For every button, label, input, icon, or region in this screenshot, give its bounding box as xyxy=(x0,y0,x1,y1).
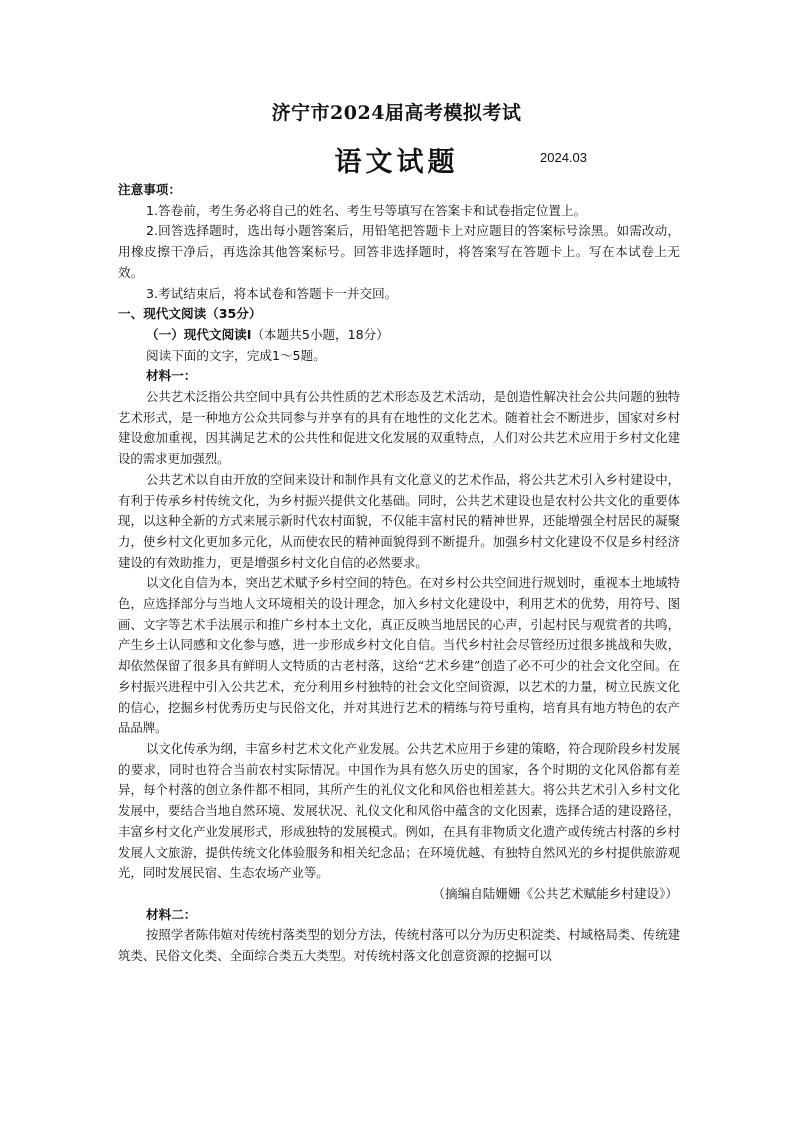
sub-section-title: （一）现代文阅读Ⅰ xyxy=(146,326,252,342)
material-1-paragraph: 公共艺术泛指公共空间中具有公共性质的艺术形态及艺术活动，是创造性解决社会公共问题的独特艺术形式，是一种地方公众共同参与并享有的具有在地性的文化艺术。随着社会不断进步，国家对乡村建设愈加重视，因其满足艺术的公共性和促进文化发展的双重特点，人们对公共艺术应用于乡村文化建设的需求更加强烈。 xyxy=(118,389,680,467)
exam-title: 济宁市2024届高考模拟考试 xyxy=(271,102,522,124)
notice-item-2: 2.回答选择题时，选出每小题答案后，用铅笔把答题卡上对应题目的答案标号涂黑。如需改动，用橡皮擦干净后，再选涂其他答案标号。回答非选择题时，将答案写在答题卡上。写在本试卷上无效。 xyxy=(118,223,680,280)
notice-heading: 注意事项： xyxy=(118,182,181,197)
material-2-paragraph: 按照学者陈伟媗对传统村落类型的划分方法，传统村落可以分为历史积淀类、村域格局类、传统建筑类、民俗文化类、全面综合类五大类型。对传统村落文化创意资源的挖掘可以 xyxy=(118,927,680,964)
subject-title: 语文试题 xyxy=(334,147,459,178)
exam-date: 2024.03 xyxy=(540,150,587,165)
material-1-source: （摘编自陆姗姗《公共艺术赋能乡村建设》） xyxy=(432,885,678,901)
sub-section-heading xyxy=(118,325,680,346)
material-2-heading: 材料二： xyxy=(146,906,197,922)
material-1-paragraph: 公共艺术以自由开放的空间来设计和制作具有文化意义的艺术作品，将公共艺术引入乡村建设中，有利于传承乡村传统文化，为乡村振兴提供文化基础。同时，公共艺术建设也是农村公共文化的重要体现，以这种全新的方式来展示新时代农村面貌，不仅能丰富村民的精神世界，还能增强全村居民的凝聚力，使乡村文化更加多元化，从而使农民的精神面貌得到不断提升。加强乡村文化建设不仅是乡村经济建设的有效助推力，更是增强乡村文化自信的必然要求。 xyxy=(118,471,680,570)
notice-item-3: 3.考试结束后，将本试卷和答题卡一并交回。 xyxy=(146,285,398,301)
section-heading: 一、现代文阅读（35分） xyxy=(118,306,262,322)
reading-instruction: 阅读下面的文字，完成1～5题。 xyxy=(146,347,326,363)
material-1-paragraph: 以文化自信为本，突出艺术赋予乡村空间的特色。在对乡村公共空间进行规划时，重视本土地域特色，应选择部分与当地人文环境相关的设计理念，加入乡村文化建设中，利用艺术的优势，用符号、图画、文字等艺术手法展示和推广乡村本土文化，真正反映当地居民的心声，引起村民与观赏者的共鸣，产生乡土认同感和文化参与感，进一步形成乡村文化自信。当代乡村社会尽管经历过很多挑战和失败，却依然保留了很多具有鲜明人文特质的古老村落，这给“艺术乡建”创造了必不可少的社会文化空间。在乡村振兴进程中引入公共艺术，充分利用乡村独特的社会文化空间资源，以艺术的力量，树立民族文化的信心，挖掘乡村优秀历史与民俗文化，并对其进行艺术的精练与符号重构，培育具有地方特色的农产品品牌。 xyxy=(118,575,680,736)
exam-content xyxy=(118,180,680,967)
sub-section-note: （本题共5小题，18分） xyxy=(251,326,389,342)
notice-item-1: 1.答卷前，考生务必将自己的姓名、考生号等填写在答案卡和试卷指定位置上。 xyxy=(146,202,587,218)
material-1-paragraph: 以文化传承为纲，丰富乡村艺术文化产业发展。公共艺术应用于乡建的策略，符合现阶段乡村发展的要求，同时也符合当前农村实际情况。中国作为具有悠久历史的国家，各个时期的文化风俗都有差异，每个村落的创立条件都不相同，其所产生的礼仪文化和风俗也相差甚大。将公共艺术引入乡村文化发展中，要结合当地自然环境、发展状况、礼仪文化和风俗中蕴含的文化因素，选择合适的建设路径，丰富乡村文化产业发展形式，形成独特的发展模式。例如，在具有非物质文化遗产或传统古村落的乡村发展人文旅游，提供传统文化体验服务和相关纪念品；在环境优越、有独特自然风光的乡村提供旅游观光，同时发展民宿、生态农场产业等。 xyxy=(118,740,680,881)
material-1-heading: 材料一： xyxy=(146,368,197,384)
